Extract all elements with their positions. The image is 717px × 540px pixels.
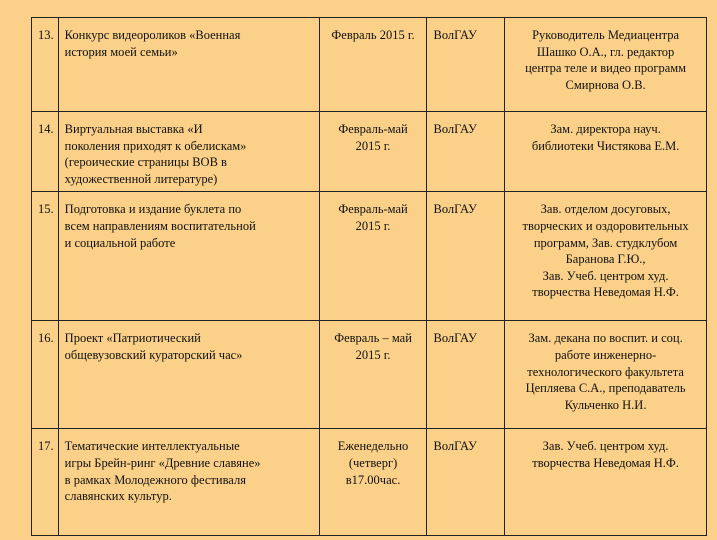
date-line: 2015 г.	[355, 138, 391, 153]
row-number: 15.	[32, 192, 59, 321]
date-line: 2015 г.	[355, 218, 391, 233]
date-cell	[319, 18, 427, 112]
event-line: Виртуальная выставка «И	[64, 122, 203, 136]
responsible-line: программ, Зав. студклубом	[533, 235, 678, 250]
responsible-cell	[505, 112, 707, 192]
event-cell	[58, 18, 319, 112]
event-line: всем направлениям воспитательной	[64, 218, 256, 233]
responsible-line: Смирнова О.В.	[565, 77, 646, 92]
date-line: Февраль-май	[338, 122, 408, 136]
event-cell	[58, 112, 319, 192]
event-line: (героические страницы ВОВ в	[64, 155, 227, 170]
organization-cell: ВолГАУ	[427, 192, 505, 321]
event-line: Конкурс видеороликов «Военная	[64, 28, 241, 42]
date-line: (четверг)	[348, 455, 398, 470]
responsible-line: Зав. отделом досуговых,	[540, 202, 671, 217]
date-line: Еженедельно	[337, 439, 409, 454]
date-line: в17.00час.	[345, 472, 401, 487]
event-cell	[58, 321, 319, 429]
responsible-cell	[505, 18, 707, 112]
events-plan-table	[31, 17, 707, 536]
event-line: славянских культур.	[64, 489, 172, 504]
responsible-line: Шашко О.А., гл. редактор	[536, 44, 675, 59]
responsible-line: Кульченко Н.И.	[564, 397, 647, 412]
event-line: история моей семьи»	[64, 44, 178, 59]
responsible-line: творческих и оздоровительных	[522, 218, 689, 233]
responsible-line: Зав. Учеб. центром худ.	[542, 439, 669, 454]
row-number: 14.	[32, 112, 59, 192]
event-line: и социальной работе	[64, 235, 176, 250]
event-line: общевузовский кураторский час»	[64, 347, 243, 362]
responsible-cell	[505, 192, 707, 321]
event-line: Проект «Патриотический	[64, 331, 201, 346]
responsible-cell	[505, 429, 707, 536]
row-number: 16.	[32, 321, 59, 429]
event-line: поколения приходят к обелискам»	[64, 138, 247, 153]
responsible-line: библиотеки Чистякова Е.М.	[531, 138, 680, 153]
event-cell	[58, 429, 319, 536]
event-line: Тематические интеллектуальные	[64, 439, 240, 454]
event-line: игры Брейн-ринг «Древние славяне»	[64, 455, 261, 470]
table-row	[32, 429, 707, 536]
date-line: 2015 г.	[355, 347, 391, 362]
organization-cell: ВолГАУ	[427, 18, 505, 112]
responsible-line: Баранова Г.Ю.,	[565, 252, 646, 267]
responsible-cell	[505, 321, 707, 429]
table-row	[32, 192, 707, 321]
responsible-line: творчества Неведомая Н.Ф.	[532, 285, 679, 300]
responsible-line: Руководитель Медиацентра	[532, 28, 680, 42]
responsible-line: творчества Неведомая Н.Ф.	[532, 455, 679, 470]
responsible-line: работе инженерно-	[554, 347, 657, 362]
responsible-line: Зам. директора науч.	[550, 122, 661, 136]
responsible-line: Зав. Учеб. центром худ.	[542, 268, 669, 283]
responsible-line: технологического факультета	[527, 364, 684, 379]
date-cell	[319, 321, 427, 429]
table-row	[32, 321, 707, 429]
date-cell	[319, 112, 427, 192]
organization-cell: ВолГАУ	[427, 321, 505, 429]
date-cell	[319, 192, 427, 321]
event-line: Подготовка и издание буклета по	[64, 202, 242, 217]
event-line: художественной литературе)	[64, 171, 218, 186]
table-row	[32, 18, 707, 112]
date-cell	[319, 429, 427, 536]
organization-cell: ВолГАУ	[427, 429, 505, 536]
event-line: в рамках Молодежного фестиваля	[64, 472, 246, 487]
table-row	[32, 112, 707, 192]
date-line: Февраль-май	[338, 202, 408, 217]
responsible-line: центра теле и видео программ	[525, 61, 687, 76]
responsible-line: Цепляева С.А., преподаватель	[525, 381, 686, 396]
row-number: 13.	[32, 18, 59, 112]
date-line: Февраль – май	[334, 331, 412, 346]
responsible-line: Зам. декана по воспит. и соц.	[528, 331, 683, 346]
organization-cell: ВолГАУ	[427, 112, 505, 192]
date-line: Февраль 2015 г.	[331, 28, 415, 42]
row-number: 17.	[32, 429, 59, 536]
event-cell	[58, 192, 319, 321]
